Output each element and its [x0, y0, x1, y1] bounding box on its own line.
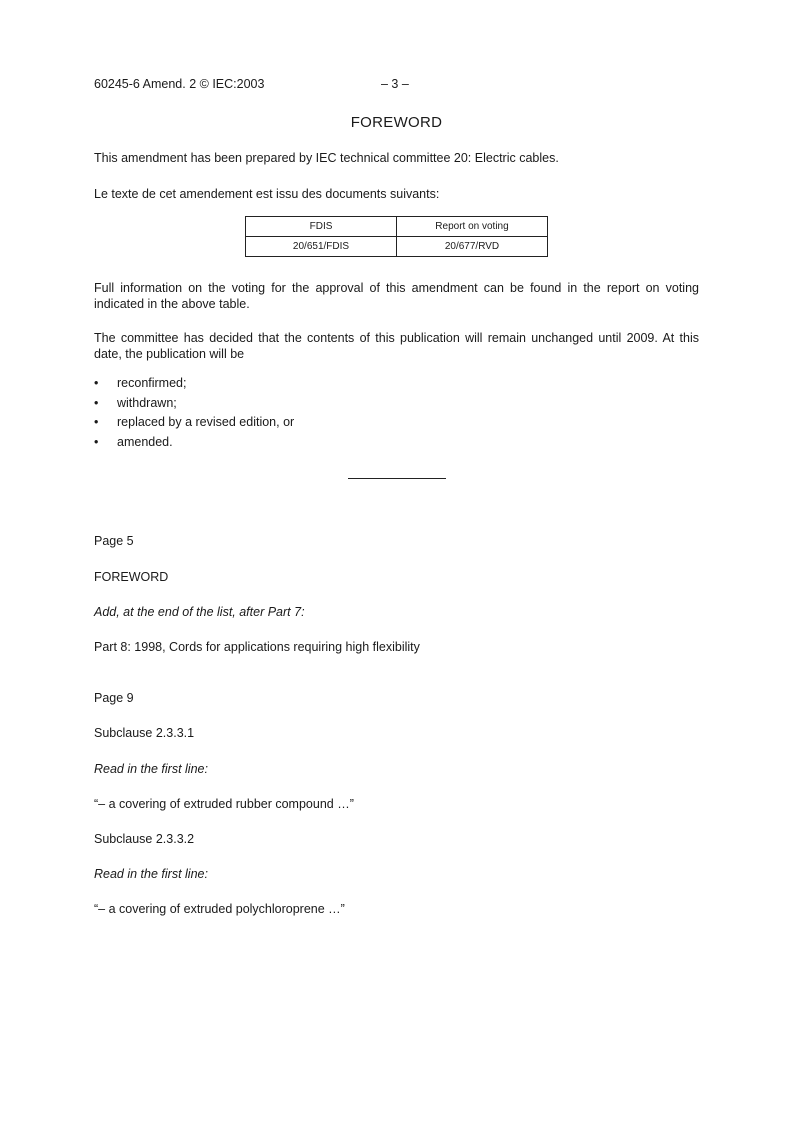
- bullet-icon: •: [94, 395, 99, 410]
- section-divider: [348, 478, 446, 479]
- bullet-icon: •: [94, 415, 99, 429]
- subclause-2332-heading: Subclause 2.3.3.2: [94, 832, 195, 846]
- add-instruction: Add, at the end of the list, after Part 7:: [94, 605, 305, 619]
- documents-line: Le texte de cet amendement est issu des documents suivants:: [94, 187, 440, 201]
- header-doc-id: 60245-6 Amend. 2 © IEC:2003: [94, 77, 265, 91]
- read-instruction-2: Read in the first line:: [94, 867, 208, 881]
- list-item: • reconfirmed;: [94, 374, 294, 394]
- page9-heading: Page 9: [94, 691, 134, 705]
- page5-heading: Page 5: [94, 534, 134, 548]
- maintenance-paragraph: The committee has decided that the contents of this publication will remain unchanged until 2009. At this date, the publication will be: [94, 331, 699, 361]
- page-title: FOREWORD: [350, 114, 443, 131]
- table-header-report: Report on voting: [397, 217, 548, 237]
- part8-entry: Part 8: 1998, Cords for applications requiring high flexibility: [94, 640, 420, 654]
- bullet-icon: •: [94, 376, 99, 390]
- table-header-row: [246, 217, 548, 237]
- foreword-heading: FOREWORD: [94, 570, 169, 584]
- list-item: • replaced by a revised edition, or: [94, 413, 294, 433]
- voting-info-paragraph: Full information on the voting for the approval of this amendment can be found in the report on voting indicated in the above table.: [94, 281, 699, 311]
- maintenance-options-list: [94, 374, 294, 452]
- replacement-text-1: “– a covering of extruded rubber compound …”: [94, 797, 354, 811]
- read-instruction-1: Read in the first line:: [94, 762, 208, 776]
- table-header-fdis: FDIS: [246, 217, 397, 237]
- table-row: [246, 237, 548, 257]
- subclause-2331-heading: Subclause 2.3.3.1: [94, 726, 195, 740]
- voting-table: [245, 216, 548, 257]
- table-cell-fdis: 20/651/FDIS: [246, 237, 397, 257]
- list-item: • amended.: [94, 433, 294, 453]
- header-page-number: – 3 –: [381, 77, 409, 91]
- table-cell-rvd: 20/677/RVD: [397, 237, 548, 257]
- replacement-text-2: “– a covering of extruded polychloroprene …”: [94, 902, 345, 916]
- intro-paragraph: This amendment has been prepared by IEC technical committee 20: Electric cables.: [94, 151, 559, 165]
- bullet-icon: •: [94, 434, 99, 449]
- list-item: • withdrawn;: [94, 394, 294, 414]
